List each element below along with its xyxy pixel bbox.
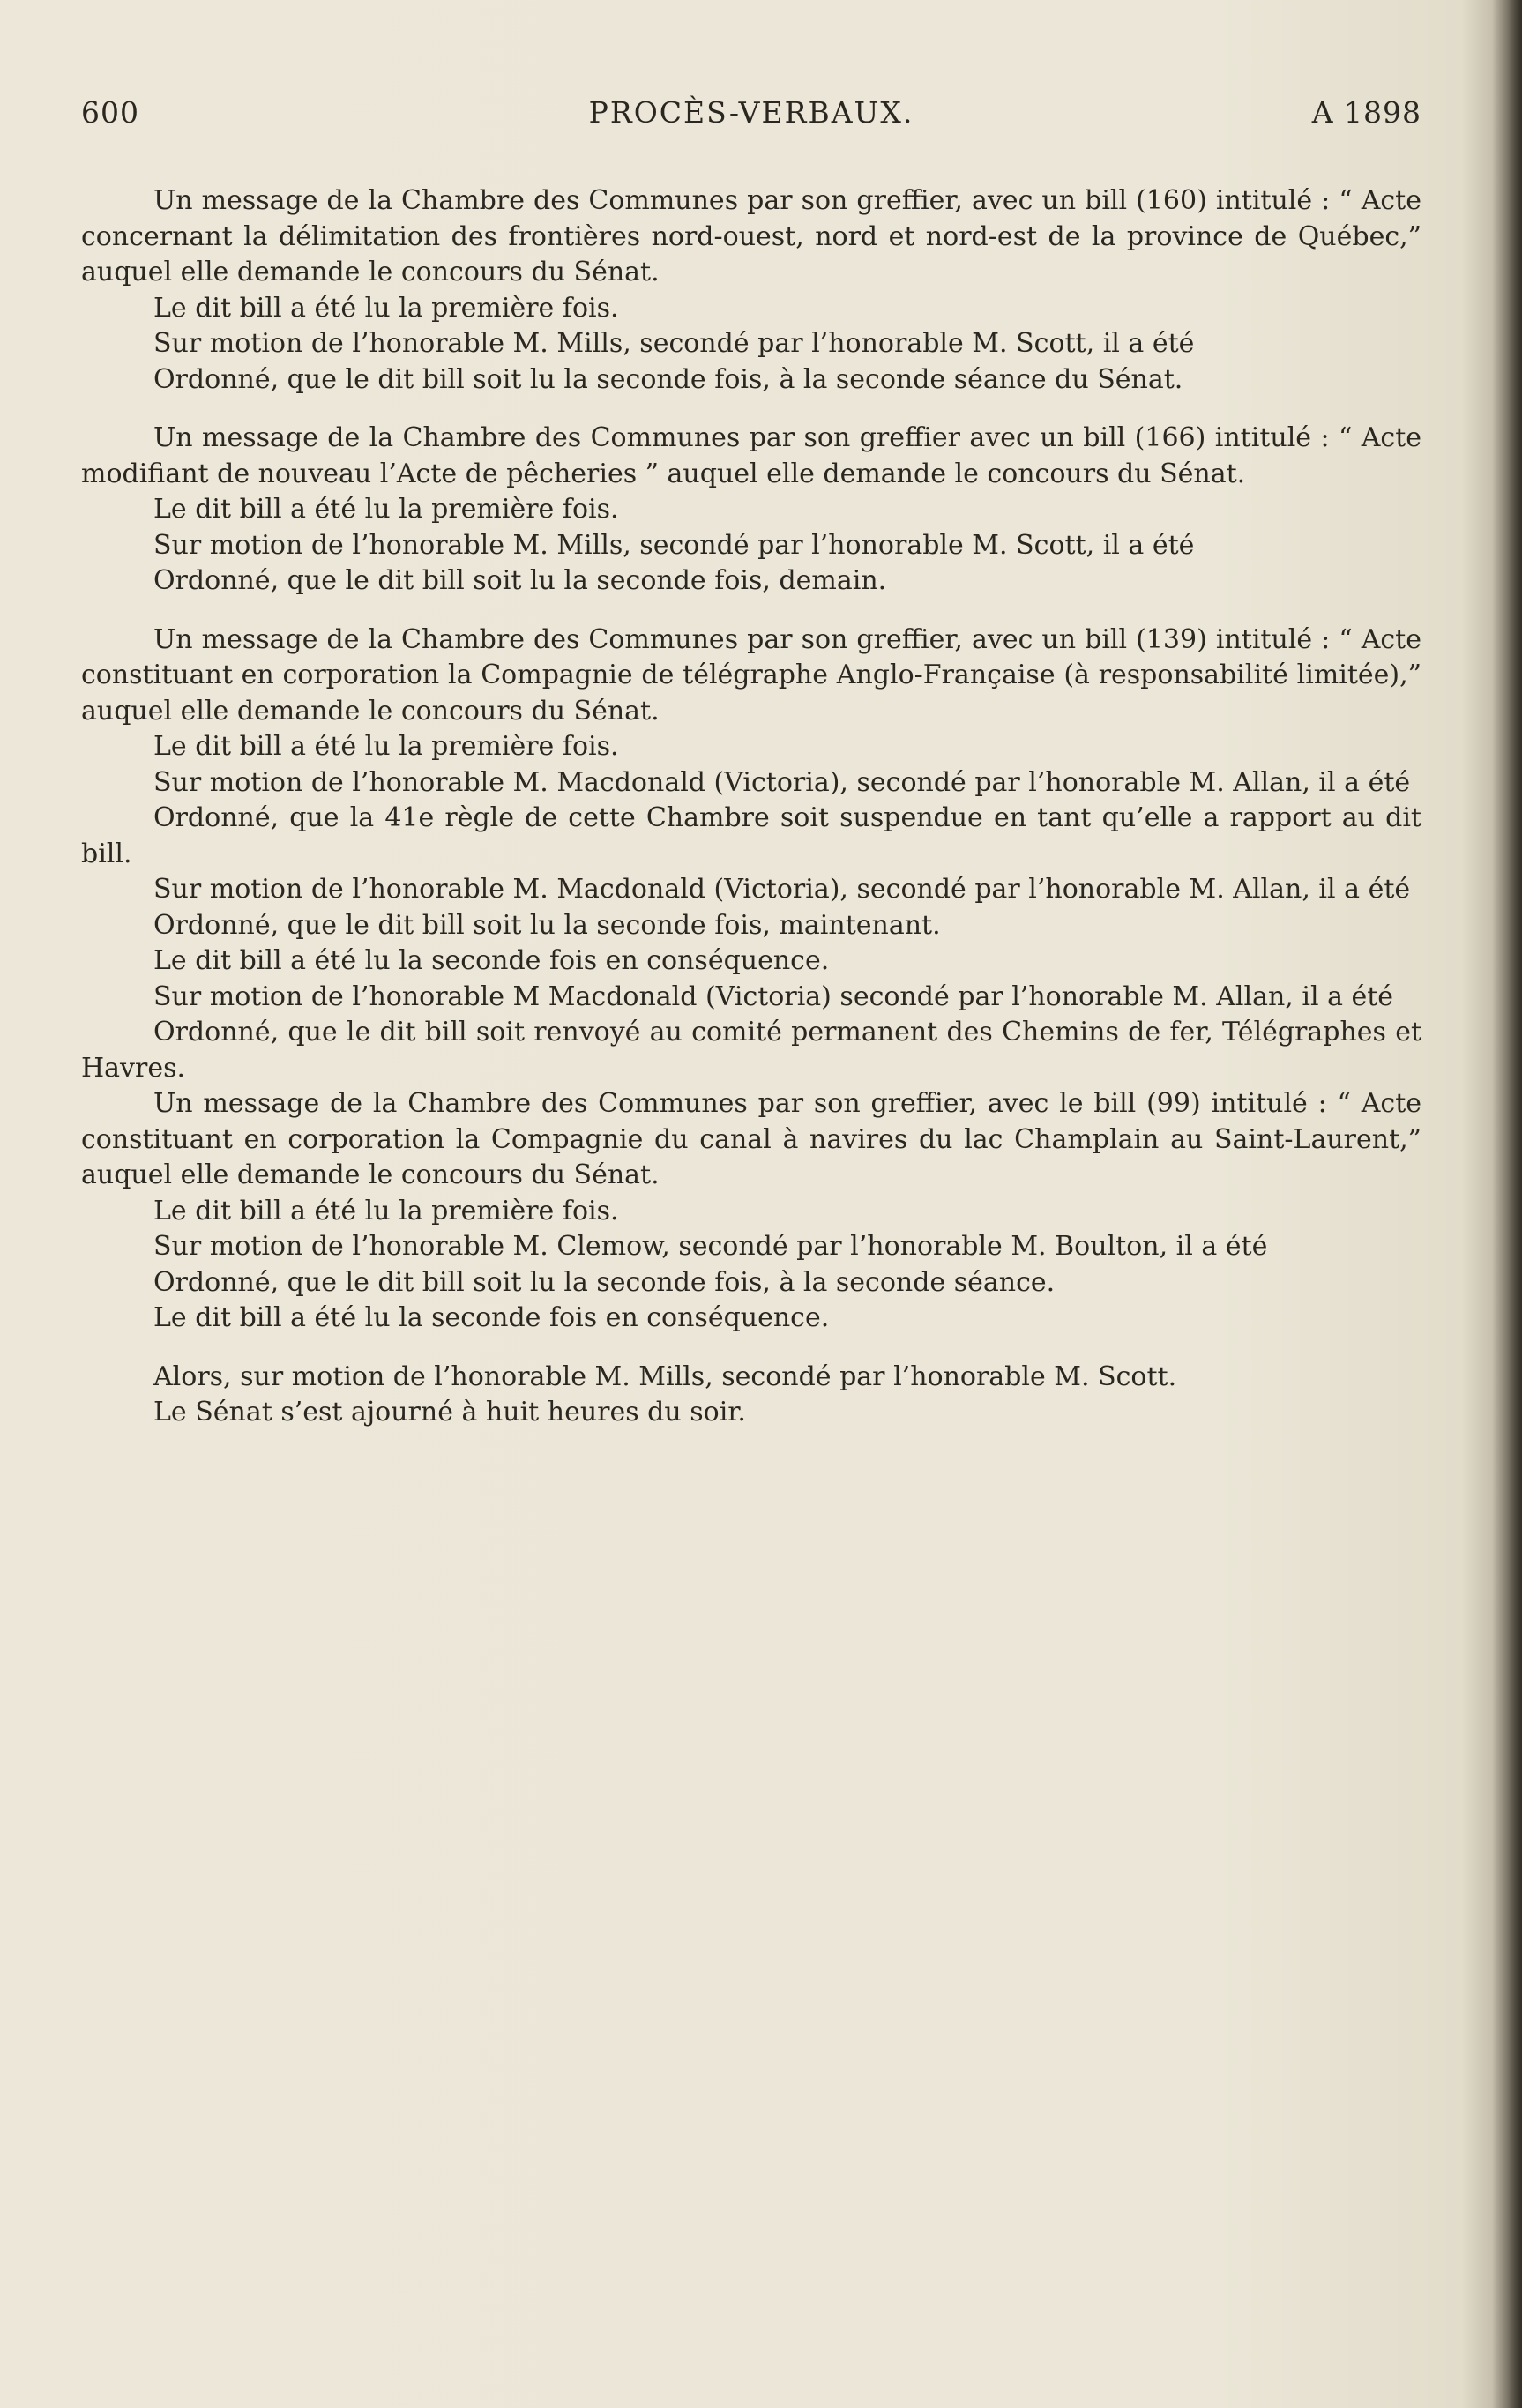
message-paragraph: Un message de la Chambre des Communes par son greffier, avec un bill (139) intitulé : “ Acte constituant en corporation la Compagnie de télégraphe Anglo-Française (à responsabilité limitée),” auquel elle demande le concours du Sénat. — [81, 623, 1421, 727]
minutes-body — [81, 183, 1421, 1431]
message-paragraph: Un message de la Chambre des Communes par son greffier avec un bill (166) intitulé : “ Acte modifiant de nouveau l’Acte de pêcheries ” auquel elle demande le concours du Sénat. — [81, 422, 1421, 489]
adjournment-line: Le Sénat s’est ajourné à huit heures du soir. — [153, 1397, 746, 1428]
referral-paragraph: Ordonné, que le dit bill soit renvoyé au comité permanent des Chemins de fer, Télégraphes et Havres. — [81, 1017, 1421, 1084]
motion-line: Sur motion de l’honorable M. Mills, secondé par l’honorable M. Scott, il a été — [153, 529, 1195, 561]
message-paragraph: Un message de la Chambre des Communes par son greffier, avec un bill (160) intitulé : “ Acte concernant la délimitation des frontières nord-ouest, nord et nord-est de la province de Québec,” auquel elle demande le concours du Sénat. — [81, 185, 1421, 287]
order-line: Ordonné, que le dit bill soit lu la seconde fois, à la seconde séance du Sénat. — [153, 363, 1183, 395]
first-reading-line: Le dit bill a été lu la première fois. — [153, 731, 619, 762]
motion-paragraph: Sur motion de l’honorable M Macdonald (Victoria) secondé par l’honorable M. Allan, il a été — [153, 980, 1394, 1012]
entry-bill-166 — [81, 421, 1421, 600]
first-reading-line: Le dit bill a été lu la première fois. — [153, 292, 619, 324]
year-mark: A 1898 — [1311, 95, 1421, 130]
order-line: Ordonné, que le dit bill soit lu la seconde fois, maintenant. — [153, 909, 941, 941]
message-paragraph: Un message de la Chambre des Communes par son greffier, avec le bill (99) intitulé : “ Acte constituant en corporation la Compagnie du canal à navires du lac Champlain au Saint-Laurent,” auquel elle demande le concours du Sénat. — [81, 1088, 1421, 1190]
page-number: 600 — [81, 95, 139, 130]
motion-paragraph: Sur motion de l’honorable M. Clemow, secondé par l’honorable M. Boulton, il a été — [153, 1231, 1268, 1262]
motion-paragraph: Sur motion de l’honorable M. Macdonald (Victoria), secondé par l’honorable M. Allan, il a été — [153, 766, 1411, 798]
binding-shadow — [1492, 0, 1522, 2408]
adjournment-motion-line: Alors, sur motion de l’honorable M. Mills, secondé par l’honorable M. Scott. — [153, 1361, 1177, 1392]
second-reading-line: Le dit bill a été lu la seconde fois en conséquence. — [153, 1302, 830, 1333]
running-title: PROCÈS-VERBAUX. — [588, 95, 914, 130]
first-reading-line: Le dit bill a été lu la première fois. — [153, 494, 619, 525]
adjournment-entry — [81, 1360, 1421, 1431]
entry-bill-139-and-99 — [81, 623, 1421, 1337]
entry-bill-160 — [81, 183, 1421, 398]
order-line: Ordonné, que le dit bill soit lu la seconde fois, à la seconde séance. — [153, 1266, 1056, 1298]
motion-line: Sur motion de l’honorable M. Mills, secondé par l’honorable M. Scott, il a été — [153, 328, 1195, 359]
order-line: Ordonné, que le dit bill soit lu la seconde fois, demain. — [153, 565, 887, 596]
first-reading-line: Le dit bill a été lu la première fois. — [153, 1195, 619, 1226]
motion-paragraph: Sur motion de l’honorable M. Macdonald (Victoria), secondé par l’honorable M. Allan, il a été — [153, 874, 1411, 905]
order-paragraph: Ordonné, que la 41e règle de cette Chambre soit suspendue en tant qu’elle a rapport au dit bill. — [81, 802, 1421, 869]
second-reading-line: Le dit bill a été lu la seconde fois en conséquence. — [153, 945, 830, 976]
page-header — [81, 95, 1421, 139]
